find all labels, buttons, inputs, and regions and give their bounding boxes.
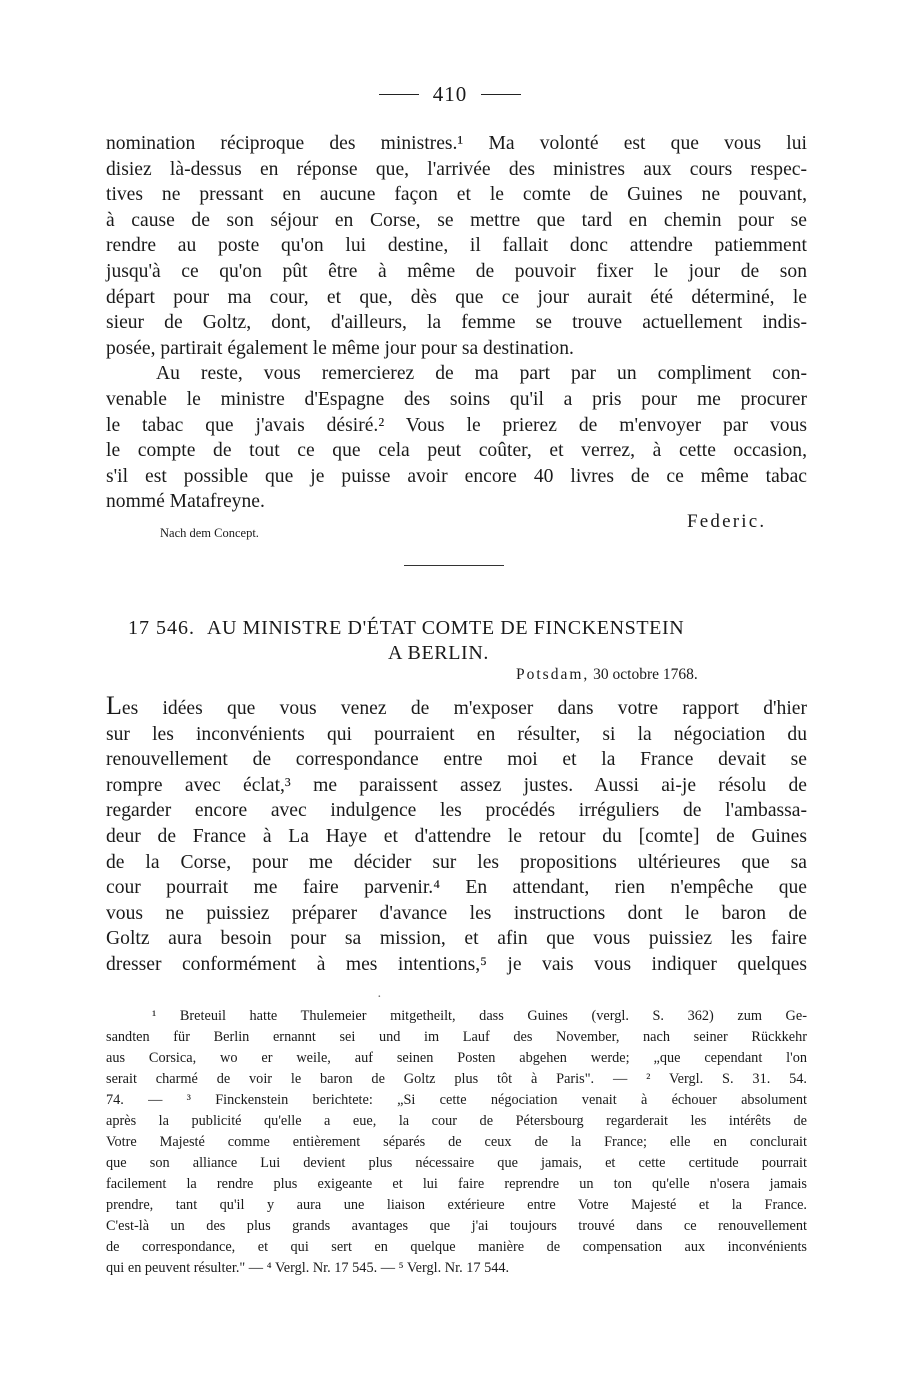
text-line: cour pourrait me faire parvenir.⁴ En attendant, rien n'empêche que [106,877,807,899]
text-line: à cause de son séjour en Corse, se mettre que tard en chemin pour se [106,209,807,231]
header-rule-right [481,94,521,95]
document-body [106,693,807,978]
signature: Federic. [687,511,767,532]
text-line: tives ne pressant en aucune façon et le comte de Guines ne pouvant, [106,184,807,206]
page-header [0,82,900,112]
footnote-line: aus Corsica, wo er weile, auf seinen Posten abgehen werde; „que cependant l'on [106,1050,807,1066]
drop-cap: L [106,691,122,720]
paragraph-2 [106,361,807,515]
footnote-line: serait charmé de voir le baron de Goltz plus tôt à Paris". — ² Vergl. S. 31. 54. [106,1071,807,1087]
dateline [516,666,698,684]
text-line: Goltz aura besoin pour sa mission, et afin que vous puissiez les faire [106,928,807,950]
title-line-1: AU MINISTRE D'ÉTAT COMTE DE FINCKENSTEIN [207,617,685,639]
text-line: nommé Matafreyne. [106,491,265,513]
footnote-line: 74. — ³ Finckenstein berichtete: „Si cette négociation venait à échouer absolument [106,1092,807,1108]
dateline-place: Potsdam, [516,666,590,683]
document-title [128,617,684,640]
text-line: le tabac que j'avais désiré.² Vous le prierez de m'envoyer par vous [106,414,807,436]
paragraph-3 [106,693,807,978]
footnote-line: après la publicité qu'elle a eue, la cour de Pétersbourg regarderait les intérêts de [106,1113,807,1129]
text-line: nomination réciproque des ministres.¹ Ma volonté est que vous lui [106,133,807,154]
section-separator [404,565,504,566]
footnotes [106,1006,807,1279]
text-line: de la Corse, pour me décider sur les propositions ultérieures que sa [106,851,807,873]
text-line: jusqu'à ce qu'on pût être à même de pouvoir fixer le jour de son [106,260,807,282]
text-line: le compte de tout ce que cela peut coûter, et verrez, à cette occasion, [106,440,807,462]
footnote-line: sandten für Berlin ernannt sei und im Lauf des November, nach seiner Rückkehr [106,1029,807,1045]
text-line: départ pour ma cour, et que, dès que ce jour aurait été déterminé, le [106,286,807,308]
text-line: disiez là-dessus en réponse que, l'arrivée des ministres aux cours respec- [106,158,807,180]
text-line: regarder encore avec indulgence les procédés irréguliers de l'ambassa- [106,800,807,822]
text-line: deur de France à La Haye et d'attendre le retour du [comte] de Guines [106,825,807,847]
text-line: sur les inconvénients qui pourraient en résulter, si la négociation du [106,723,807,745]
footnote-line: Votre Majesté comme entièrement séparés de ceux de la France; elle en conclurait [106,1134,807,1150]
text-line: vous ne puissiez préparer d'avance les instructions dont le baron de [106,902,807,924]
title-line-2: A BERLIN. [388,642,489,664]
footnote-block [106,1006,807,1279]
text-line: sieur de Goltz, dont, d'ailleurs, la femme se trouve actuellement indis- [106,312,807,334]
text-line: Au reste, vous remercierez de ma part par un compliment con- [156,363,807,385]
text-line: es idées que vous venez de m'exposer dans votre rapport d'hier [121,698,807,719]
text-line: rompre avec éclat,³ me paraissent assez justes. Aussi ai-je résolu de [106,774,807,796]
text-line: dresser conformément à mes intentions,⁵ je vais vous indiquer quelques [106,953,807,975]
footnote-line: de correspondance, et qui sert en quelque manière de compensation aux inconvénients [106,1239,807,1255]
letter-end-text [106,131,807,515]
text-line: venable le ministre d'Espagne des soins qu'il a pris pour me procurer [106,388,807,410]
footnote-line: qui en peuvent résulter." — ⁴ Vergl. Nr. 17 545. — ⁵ Vergl. Nr. 17 544. [106,1260,510,1276]
source-note: Nach dem Concept. [160,526,259,540]
text-line: posée, partirait également le même jour pour sa destination. [106,337,574,359]
page-number: 410 [432,82,468,106]
separator-dot: · [377,990,382,1005]
document-number: 17 546. [128,617,195,639]
footnote-line: facilement la rendre plus exigeante et lui faire reprendre un ton qu'elle n'osera jamais [106,1176,807,1192]
footnote-line: C'est-là un des plus grands avantages que j'ai toujours trouvé dans ce renouvellement [106,1218,807,1234]
footnote-line: que son alliance Lui devient plus nécessaire que jamais, et cette certitude pourrait [106,1155,807,1171]
text-line-first [106,693,807,722]
header-rule-left [379,94,419,95]
dateline-date: 30 octobre 1768. [593,666,698,683]
text-line: s'il est possible que je puisse avoir encore 40 livres de ce même tabac [106,465,807,487]
paragraph-1 [106,131,807,361]
text-line: rendre au poste qu'on lui destine, il fallait donc attendre patiemment [106,235,807,257]
footnote-line: prendre, tant qu'il y aura une liaison extérieure entre Votre Majesté et la France. [106,1197,807,1213]
footnote-line: ¹ Breteuil hatte Thulemeier mitgetheilt, dass Guines (vergl. S. 362) zum Ge- [152,1008,807,1024]
text-line: renouvellement de correspondance entre moi et la France devait se [106,749,807,771]
